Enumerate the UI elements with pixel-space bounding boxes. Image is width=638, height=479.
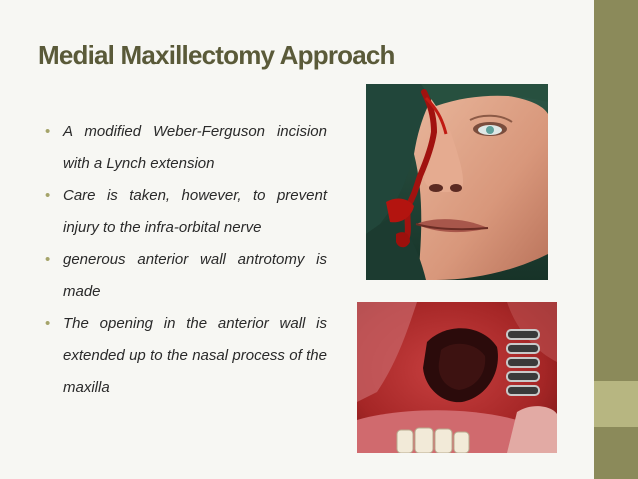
bullet-list [45,116,327,404]
surgical-field-photo [357,302,557,453]
surgical-face-photo [366,84,548,280]
bullet-item: • A modified Weber-Ferguson incision with a Lynch extension [45,116,327,180]
slide-title: Medial Maxillectomy Approach [38,40,395,70]
bullet-item: • The opening in the anterior wall is extended up to the nasal process of the maxilla [45,308,327,404]
bullet-item: • generous anterior wall antrotomy is made [45,244,327,308]
bullet-item: • Care is taken, however, to prevent injury to the infra-orbital nerve [45,180,327,244]
sidebar-accent-tab [594,381,638,427]
